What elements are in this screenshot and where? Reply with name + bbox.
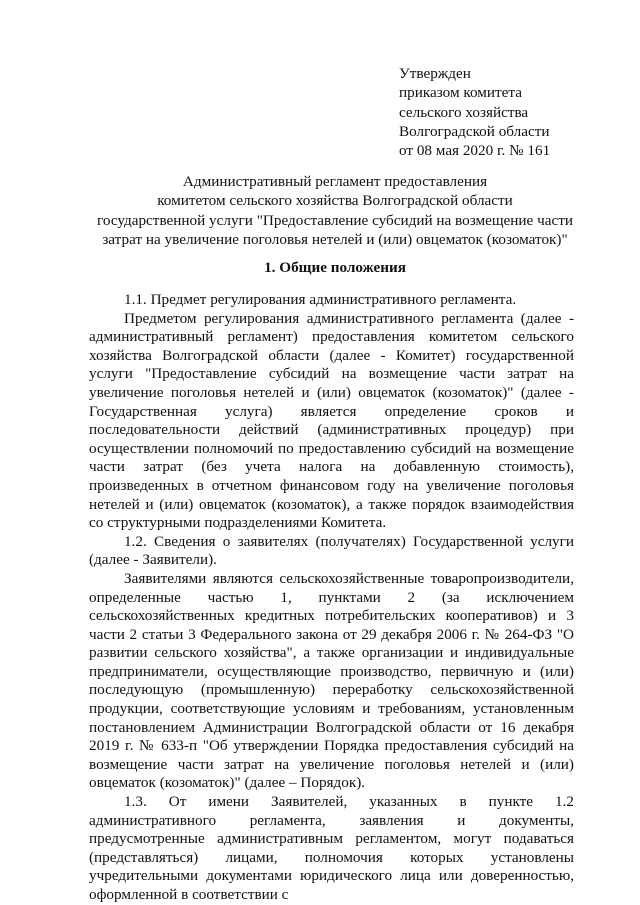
document-title <box>70 172 600 249</box>
approval-stamp <box>399 64 550 160</box>
document-body <box>89 291 574 905</box>
approval-line: Утвержден <box>399 65 471 82</box>
paragraph-subject: Предметом регулирования административного регламента (далее - административный регламент) предоставления комитетом сельского хозяйства Волгоградской области (далее - Комитет) государственной услуги "Предоставление субсидий на возмещение части затрат на увеличение поголовья нетелей и (или) овцематок (козоматок)" (далее - Государственная услуга) является определение сроков и последовательности действий (административных процедур) при осуществлении полномочий по предоставлению субсидий на возмещение части затрат (без учета налога на добавленную стоимость), произведенных в отчетном финансовом году на увеличение поголовья нетелей и (или) овцематок (козоматок), а также порядок взаимодействия со структурными подразделениями Комитета. <box>89 309 574 532</box>
approval-line: сельского хозяйства <box>399 103 529 121</box>
approval-line: Волгоградской области <box>399 122 550 140</box>
title-line: Административный регламент предоставления <box>182 173 488 190</box>
approval-line: от 08 мая 2020 г. № 161 <box>399 142 551 160</box>
approval-line: приказом комитета <box>399 84 522 102</box>
title-line: затрат на увеличение поголовья нетелей и (или) овцематок (козоматок)" <box>102 230 568 248</box>
title-line: комитетом сельского хозяйства Волгоградской области <box>157 192 513 210</box>
paragraph-1-3: 1.3. От имени Заявителей, указанных в пункте 1.2 административного регламента, заявления и документы, предусмотренные административным регламентом, могут подаваться (представляться) лицами, полномочия которых установлены учредительными документами юридического лица или доверенностью, оформленной в соответствии с <box>89 793 574 903</box>
paragraph-applicants: Заявителями являются сельскохозяйственные товаропроизводители, определенные частью 1, пунктами 2 (за исключением сельскохозяйственных кредитных потребительских кооперативов) и 3 части 2 статьи 3 Федерального закона от 29 декабря 2006 г. № 264-ФЗ "О развитии сельского хозяйства", а также организации и индивидуальные предприниматели, осуществляющие производство, первичную и (или) последующую (промышленную) переработку сельскохозяйственной продукции, соответствующие условиям и требованиям, установленным постановлением Администрации Волгоградской области от 16 декабря 2019 г. № 633-п "Об утверждении Порядка предоставления субсидий на возмещение части затрат на увеличение поголовья нетелей и (или) овцематок (козоматок)" (далее – Порядок). <box>89 569 574 792</box>
paragraph-1-1: 1.1. Предмет регулирования административного регламента. <box>124 291 517 308</box>
title-line: государственной услуги "Предоставление субсидий на возмещение части <box>97 211 573 229</box>
paragraph-1-2: 1.2. Сведения о заявителях (получателях) Государственной услуги (далее - Заявители). <box>89 532 574 569</box>
section-heading: 1. Общие положения <box>264 259 406 276</box>
